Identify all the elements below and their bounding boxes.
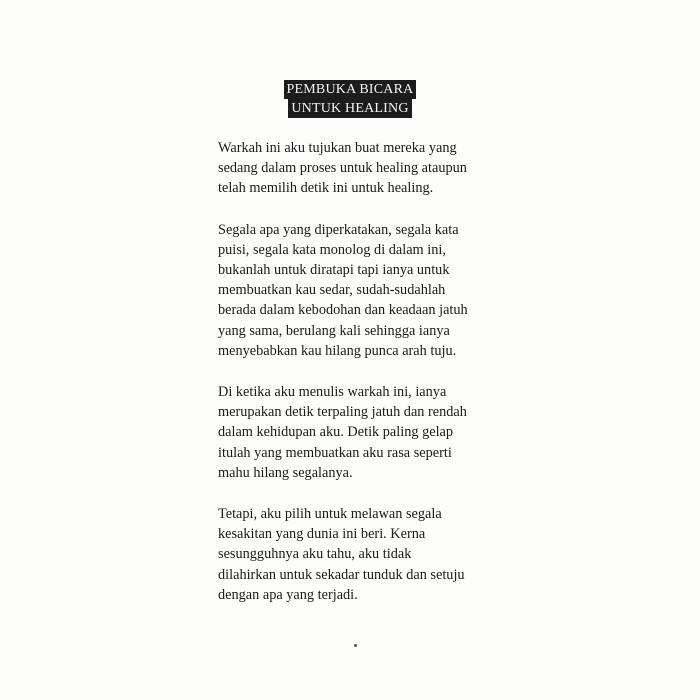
text-line: itulah yang membuatkan aku rasa seperti xyxy=(218,444,452,461)
text-line: sedang dalam proses untuk healing ataupun xyxy=(218,160,467,177)
text-line: yang sama, berulang kali sehingga ianya xyxy=(218,322,450,339)
text-line: Di ketika aku menulis warkah ini, ianya xyxy=(218,384,447,401)
text-line: mahu hilang segalanya. xyxy=(218,464,353,481)
text-line: bukanlah untuk diratapi tapi ianya untuk xyxy=(218,262,450,279)
page-mark xyxy=(354,644,357,647)
paragraph-2 xyxy=(218,220,518,361)
paragraph-4 xyxy=(218,504,518,605)
text-line: Tetapi, aku pilih untuk melawan segala xyxy=(218,506,442,523)
paragraph-1 xyxy=(218,138,518,199)
body-text xyxy=(218,138,518,626)
text-line: merupakan detik terpaling jatuh dan rendah xyxy=(218,404,467,421)
text-line: Segala apa yang diperkatakan, segala kata xyxy=(218,221,459,238)
text-line: dalam kehidupan aku. Detik paling gelap xyxy=(218,424,454,441)
text-line: sesungguhnya aku tahu, aku tidak xyxy=(218,546,412,563)
text-line: telah memilih detik ini untuk healing. xyxy=(218,180,434,197)
text-line: kesakitan yang dunia ini beri. Kerna xyxy=(218,526,426,543)
paragraph-3 xyxy=(218,382,518,483)
text-line: berada dalam kebodohan dan keadaan jatuh xyxy=(218,302,468,319)
text-line: Warkah ini aku tujukan buat mereka yang xyxy=(218,140,457,156)
text-line: membuatkan kau sedar, sudah-sudahlah xyxy=(218,282,446,299)
title-line-2: UNTUK HEALING xyxy=(288,99,411,118)
text-line: dilahirkan untuk sekadar tunduk dan setuju xyxy=(218,566,465,583)
chapter-title xyxy=(0,80,700,118)
text-line: puisi, segala kata monolog di dalam ini, xyxy=(218,241,446,258)
text-line: menyebabkan kau hilang punca arah tuju. xyxy=(218,342,457,359)
title-line-1: PEMBUKA BICARA xyxy=(284,80,417,99)
text-line: dengan apa yang terjadi. xyxy=(218,586,358,603)
